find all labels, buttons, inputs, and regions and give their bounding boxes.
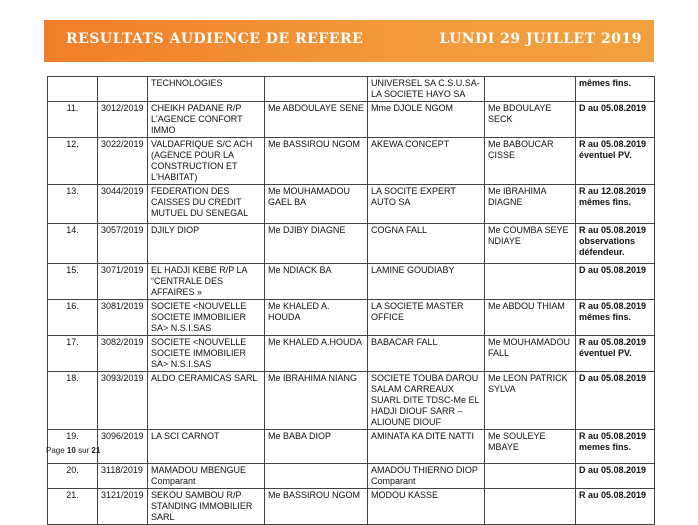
- cell-num: 21.: [48, 489, 98, 525]
- cell-num: 14.: [48, 224, 98, 264]
- cell-resultat: D au 05.08.2019: [576, 102, 655, 138]
- cell-resultat: R au 05.08.2019: [576, 489, 655, 525]
- cell-parties: TECHNOLOGIES: [148, 77, 265, 102]
- page-title: RESULTATS AUDIENCE DE REFERE: [66, 31, 364, 47]
- table-row: [48, 300, 655, 336]
- cell-adversaire: LA SOCITE EXPERT AUTO SA: [368, 185, 485, 224]
- cell-adversaire: MODOU KASSE: [368, 489, 485, 525]
- cell-avocat2: Me IBRAHIMA DIAGNE: [485, 185, 576, 224]
- cell-num: 11.: [48, 102, 98, 138]
- cell-dossier: 3022/2019: [98, 138, 148, 185]
- cell-num: 17.: [48, 336, 98, 372]
- cell-adversaire: AKEWA CONCEPT: [368, 138, 485, 185]
- cell-avocat1: Me KHALED A. HOUDA: [265, 300, 368, 336]
- cell-avocat2: Me MOUHAMADOU FALL: [485, 336, 576, 372]
- page-footer: [46, 446, 100, 455]
- cell-resultat: R au 05.08.2019 éventuel PV.: [576, 138, 655, 185]
- cell-adversaire: UNIVERSEL SA C.S.U.SA-LA SOCIETE HAYO SA: [368, 77, 485, 102]
- cell-avocat2: Me BABOUCAR CISSE: [485, 138, 576, 185]
- cell-avocat1: Me NDIACK BA: [265, 264, 368, 300]
- results-table: [47, 76, 655, 525]
- cell-dossier: 3057/2019: [98, 224, 148, 264]
- cell-resultat: D au 05.08.2019: [576, 264, 655, 300]
- cell-avocat2: Me LEON PATRICK SYLVA: [485, 372, 576, 430]
- cell-avocat1: Me BASSIROU NGOM: [265, 138, 368, 185]
- cell-dossier: 3081/2019: [98, 300, 148, 336]
- table-row: [48, 430, 655, 464]
- table-row: [48, 336, 655, 372]
- cell-parties: ALDO CERAMICAS SARL: [148, 372, 265, 430]
- cell-adversaire: BABACAR FALL: [368, 336, 485, 372]
- cell-avocat1: Me ABDOULAYE SENE: [265, 102, 368, 138]
- page-total: 21: [91, 446, 101, 455]
- cell-avocat1: Me KHALED A.HOUDA: [265, 336, 368, 372]
- cell-avocat2: Me SOULEYE MBAYE: [485, 430, 576, 464]
- cell-num: 12.: [48, 138, 98, 185]
- table-row: [48, 102, 655, 138]
- cell-avocat2: [485, 77, 576, 102]
- cell-parties: SOCIETE <NOUVELLE SOCIETE IMMOBILIER SA> N.S.I.SAS: [148, 300, 265, 336]
- cell-resultat: D au 05.08.2019: [576, 464, 655, 489]
- table-row: [48, 224, 655, 264]
- cell-num: 13.: [48, 185, 98, 224]
- cell-resultat: R au 05.08.2019 éventuel PV.: [576, 336, 655, 372]
- page-date: LUNDI 29 JUILLET 2019: [439, 31, 642, 47]
- cell-num: 15.: [48, 264, 98, 300]
- table-row: [48, 185, 655, 224]
- cell-dossier: [98, 77, 148, 102]
- cell-adversaire: AMINATA KA DITE NATTI: [368, 430, 485, 464]
- cell-resultat: mêmes fins.: [576, 77, 655, 102]
- cell-adversaire: SOCIETE TOUBA DAROU SALAM CARREAUX SUARL DITE TDSC-Me EL HADJI DIOUF SARR –ALIOUNE DIOUF: [368, 372, 485, 430]
- cell-adversaire: Mme DJOLE NGOM: [368, 102, 485, 138]
- cell-num: 20.: [48, 464, 98, 489]
- cell-resultat: R au 05.08.2019 mêmes fins.: [576, 300, 655, 336]
- cell-dossier: 3082/2019: [98, 336, 148, 372]
- page-current: 10: [66, 446, 76, 455]
- cell-avocat2: Me COUMBA SEYE NDIAYE: [485, 224, 576, 264]
- cell-dossier: 3121/2019: [98, 489, 148, 525]
- cell-parties: SOCIETE <NOUVELLE SOCIETE IMMOBILIER SA> N.S.I.SAS: [148, 336, 265, 372]
- cell-avocat1: Me BASSIROU NGOM: [265, 489, 368, 525]
- cell-parties: FEDERATION DES CAISSES DU CREDIT MUTUEL DU SENEGAL: [148, 185, 265, 224]
- page-label: Page: [46, 446, 65, 455]
- cell-avocat1: [265, 77, 368, 102]
- cell-avocat1: Me DJIBY DIAGNE: [265, 224, 368, 264]
- cell-resultat: R au 05.08.2019 observations défendeur.: [576, 224, 655, 264]
- cell-parties: VALDAFRIQUE S/C ACH (AGENCE POUR LA CONSTRUCTION ET L'HABITAT): [148, 138, 265, 185]
- header-banner: [44, 20, 654, 62]
- cell-parties: EL HADJI KEBE R/P LA “CENTRALE DES AFFAIRES »: [148, 264, 265, 300]
- table-row: [48, 372, 655, 430]
- cell-avocat1: Me BABA DIOP: [265, 430, 368, 464]
- cell-parties: LA SCI CARNOT: [148, 430, 265, 464]
- cell-avocat2: Me BDOULAYE SECK: [485, 102, 576, 138]
- cell-dossier: 3093/2019: [98, 372, 148, 430]
- cell-num: 18.: [48, 372, 98, 430]
- cell-dossier: 3096/2019: [98, 430, 148, 464]
- cell-dossier: 3071/2019: [98, 264, 148, 300]
- cell-parties: SEKOU SAMBOU R/P STANDING IMMOBILIER SARL: [148, 489, 265, 525]
- cell-avocat1: Me IBRAHIMA NIANG: [265, 372, 368, 430]
- cell-num: [48, 77, 98, 102]
- cell-dossier: 3044/2019: [98, 185, 148, 224]
- cell-adversaire: LA SOCIETE MASTER OFFICE: [368, 300, 485, 336]
- cell-resultat: R au 05.08.2019 memes fins.: [576, 430, 655, 464]
- cell-num: 16.: [48, 300, 98, 336]
- cell-dossier: 3012/2019: [98, 102, 148, 138]
- table-row: [48, 264, 655, 300]
- cell-avocat1: [265, 464, 368, 489]
- cell-adversaire: COGNA FALL: [368, 224, 485, 264]
- cell-adversaire: LAMINE GOUDIABY: [368, 264, 485, 300]
- cell-resultat: D au 05.08.2019: [576, 372, 655, 430]
- cell-adversaire: AMADOU THIERNO DIOP Comparant: [368, 464, 485, 489]
- cell-avocat2: [485, 264, 576, 300]
- cell-parties: CHEIKH PADANE R/P L'AGENCE CONFORT IMMO: [148, 102, 265, 138]
- table-row: [48, 77, 655, 102]
- cell-dossier: 3118/2019: [98, 464, 148, 489]
- cell-num: 19.: [48, 430, 98, 464]
- table-row: [48, 464, 655, 489]
- table-row: [48, 138, 655, 185]
- cell-parties: MAMADOU MBENGUE Comparant: [148, 464, 265, 489]
- cell-avocat2: Me ABDOU THIAM: [485, 300, 576, 336]
- cell-parties: DJILY DIOP: [148, 224, 265, 264]
- cell-avocat2: [485, 464, 576, 489]
- cell-avocat1: Me MOUHAMADOU GAEL BA: [265, 185, 368, 224]
- page-sep: sur: [78, 446, 90, 455]
- cell-resultat: R au 12.08.2019 mêmes fins.: [576, 185, 655, 224]
